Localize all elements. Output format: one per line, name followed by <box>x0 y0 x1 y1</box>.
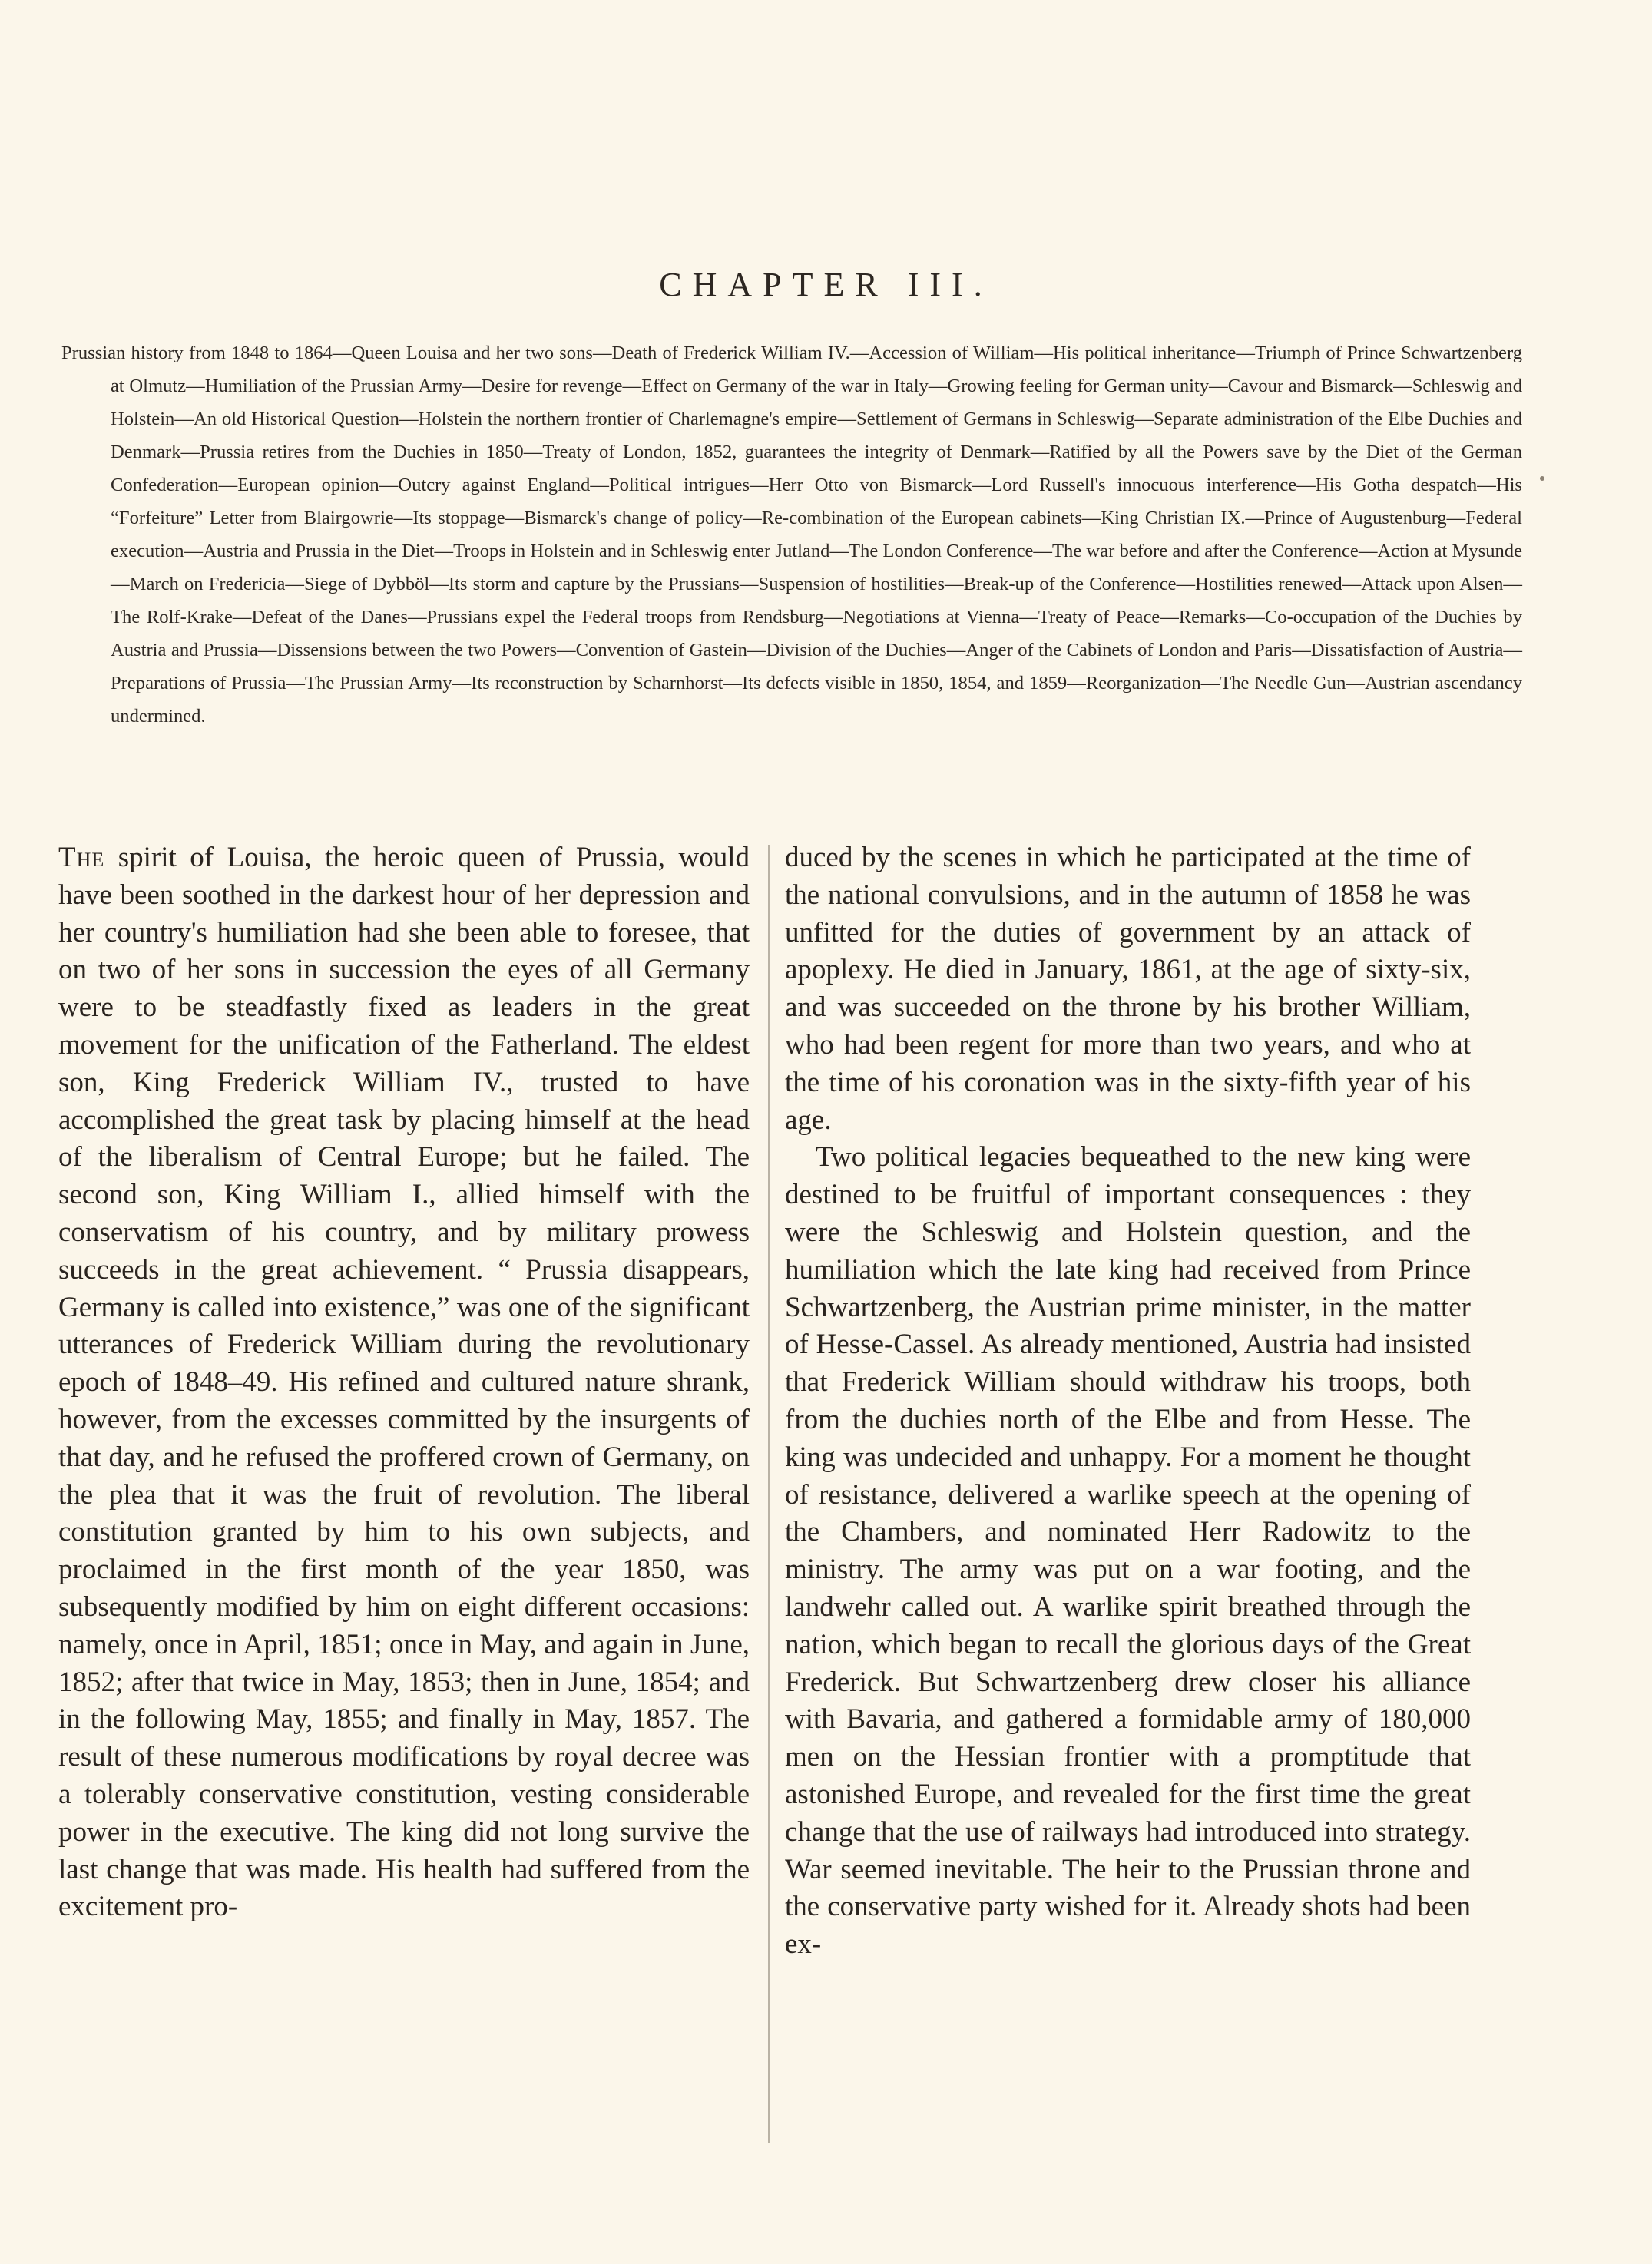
right-paragraph-2: Two political legacies bequeathed to the new king were destined to be fruitful of important consequences : they were the Schleswig and Holstein question, and the humiliation which the late king had received from Prince Schwartzenberg, the Austrian prime minister, in the matter of Hesse-Cassel. As already mentioned, Austria had insisted that Frederick William should withdraw his troops, both from the duchies north of the Elbe and from Hesse. The king was undecided and unhappy. For a moment he thought of resistance, delivered a warlike speech at the opening of the Chambers, and nominated Herr Radowitz to the ministry. The army was put on a war footing, and the landwehr called out. A warlike spirit breathed through the nation, which began to recall the glorious days of the Great Frederick. But Schwartzenberg drew closer his alliance with Bavaria, and gathered a formidable army of 180,000 men on the Hessian frontier with a promptitude that astonished Europe, and revealed for the first time the great change that the use of railways had introduced into strategy. War seemed inevitable. The heir to the Prussian throne and the conservative party wished for it. Already shots had been ex- <box>785 1141 1471 1961</box>
column-divider <box>768 845 770 2143</box>
left-column <box>58 839 750 1926</box>
chapter-heading: CHAPTER III. <box>659 266 993 303</box>
left-paragraph-text: spirit of Louisa, the heroic queen of Prussia, would have been soothed in the darkest hour of her depression and her country's humiliation had she been able to foresee, that on two of her sons in succession the eyes of all Germany were to be steadfastly fixed as leaders in the great movement for the unification of the Fatherland. The eldest son, King Frederick William IV., trusted to have accomplished the great task by placing himself at the head of the liberalism of Central Europe; but he failed. The second son, King William I., allied himself with the conservatism of his country, and by military prowess succeeds in the great achievement. “ Prussia disappears, Germany is called into existence,” was one of the significant utterances of Frederick William during the revolutionary epoch of 1848–49. His refined and cultured nature shrank, however, from the excesses committed by the insurgents of that day, and he refused the proffered crown of Germany, on the plea that it was the fruit of revolution. The liberal constitution granted by him to his own subjects, and proclaimed in the first month of the year 1850, was subsequently modified by him on eight different occasions: namely, once in April, 1851; once in May, and again in June, 1852; after that twice in May, 1853; then in June, 1854; and in the following May, 1855; and finally in May, 1857. The result of these numerous modifications by royal decree was a tolerably conservative constitution, vesting considerable power in the executive. The king did not long survive the last change that was made. His health had suffered from the excitement pro- <box>58 842 750 1923</box>
lead-word: The <box>58 842 105 873</box>
page-speck <box>1540 476 1544 481</box>
left-paragraph <box>58 839 750 1926</box>
right-column <box>785 839 1471 1964</box>
chapter-summary: Prussian history from 1848 to 1864—Queen Louisa and her two sons—Death of Frederick William IV.—Accession of William—His political inheritance—Triumph of Prince Schwartzenberg at Olmutz—Humiliation of the Prussian Army—Desire for revenge—Effect on Germany of the war in Italy—Growing feeling for German unity—Cavour and Bismarck—Schleswig and Holstein—An old Historical Question—Holstein the northern frontier of Charlemagne's empire—Settlement of Germans in Schleswig—Separate administration of the Elbe Duchies and Denmark—Prussia retires from the Duchies in 1850—Treaty of London, 1852, guarantees the integrity of Denmark—Ratified by all the Powers save by the Diet of the German Confederation—European opinion—Outcry against England—Political intrigues—Herr Otto von Bismarck—Lord Russell's innocuous interference—His Gotha despatch—His “Forfeiture” Letter from Blairgowrie—Its stoppage—Bismarck's change of policy—Re-combination of the European cabinets—King Christian IX.—Prince of Augustenburg—Federal execution—Austria and Prussia in the Diet—Troops in Holstein and in Schleswig enter Jutland—The London Conference—The war before and after the Conference—Action at Mysunde—March on Fredericia—Siege of Dybböl—Its storm and capture by the Prussians—Suspension of hostilities—Break-up of the Conference—Hostilities renewed—Attack upon Alsen—The Rolf-Krake—Defeat of the Danes—Prussians expel the Federal troops from Rendsburg—Negotiations at Vienna—Treaty of Peace—Remarks—Co-occupation of the Duchies by Austria and Prussia—Dissensions between the two Powers—Convention of Gastein—Division of the Duchies—Anger of the Cabinets of London and Paris—Dissatisfaction of Austria—Preparations of Prussia—The Prussian Army—Its reconstruction by Scharnhorst—Its defects visible in 1850, 1854, and 1859—Reorganization—The Needle Gun—Austrian ascendancy undermined. <box>61 343 1522 727</box>
right-paragraph-1: duced by the scenes in which he participated at the time of the national convulsions, and in the autumn of 1858 he was unfitted for the duties of government by an attack of apoplexy. He died in January, 1861, at the age of sixty-six, and was succeeded on the throne by his brother William, who had been regent for more than two years, and who at the time of his coronation was in the sixty-fifth year of his age. <box>785 842 1471 1136</box>
